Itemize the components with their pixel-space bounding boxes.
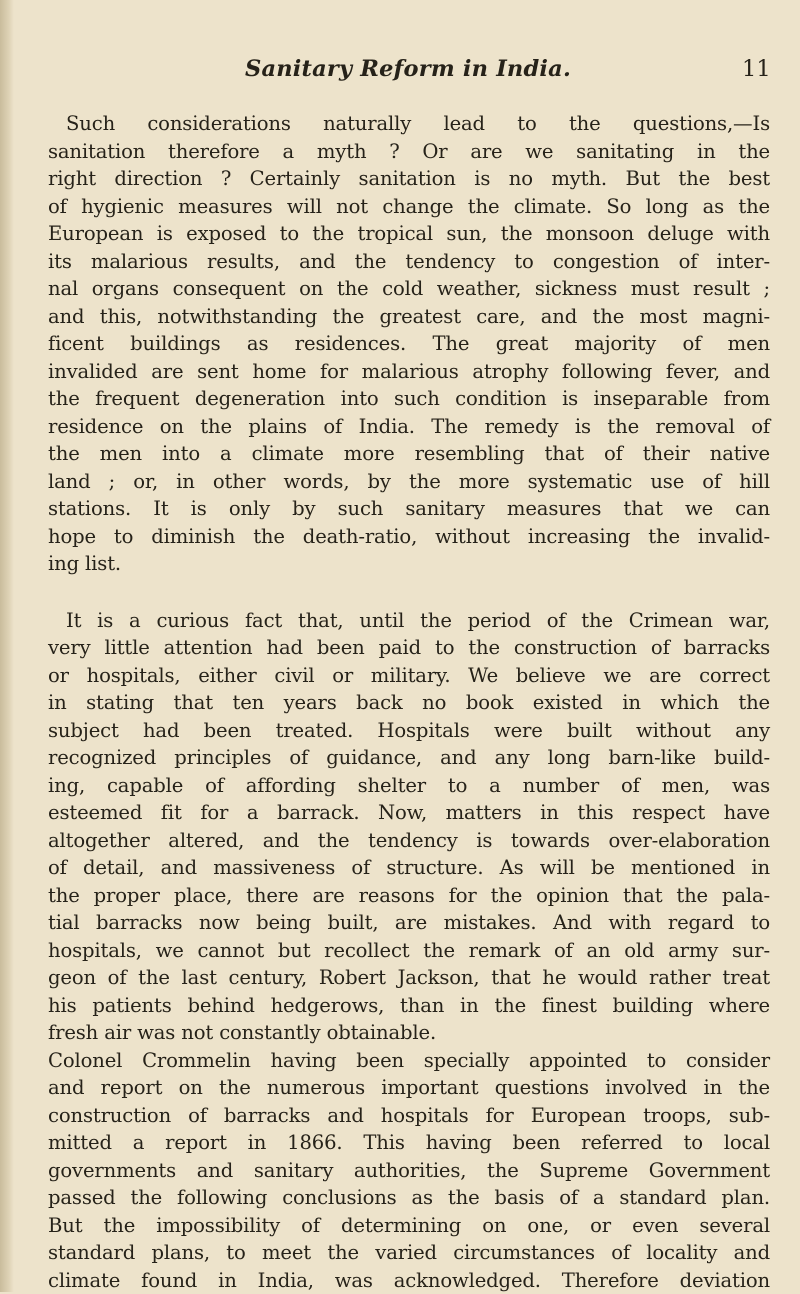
text-line: mitted a report in 1866. This having been referred to local bbox=[48, 1129, 770, 1157]
text-line: hospitals, we cannot but recollect the remark of an old army sur- bbox=[48, 937, 770, 965]
text-line: its malarious results, and the tendency to congestion of inter- bbox=[48, 248, 770, 276]
text-line: hope to diminish the death-ratio, without increasing the invalid- bbox=[48, 523, 770, 551]
text-line: esteemed fit for a barrack. Now, matters in this respect have bbox=[48, 799, 770, 827]
text-line: and report on the numerous important questions involved in the bbox=[48, 1074, 770, 1102]
text-line: nal organs consequent on the cold weather, sickness must result ; bbox=[48, 275, 770, 303]
text-line: passed the following conclusions as the basis of a standard plan. bbox=[48, 1184, 770, 1212]
text-line: land ; or, in other words, by the more systematic use of hill bbox=[48, 468, 770, 496]
page-edge-shadow bbox=[0, 0, 14, 1292]
paragraph-gap bbox=[48, 578, 770, 607]
paragraph-container bbox=[48, 110, 770, 1294]
text-line: the frequent degeneration into such condition is inseparable from bbox=[48, 385, 770, 413]
running-title: Sanitary Reform in India. bbox=[245, 56, 565, 82]
text-line: fresh air was not constantly obtainable. bbox=[48, 1019, 770, 1047]
text-line: It is a curious fact that, until the period of the Crimean war, bbox=[48, 607, 770, 635]
text-line: tial barracks now being built, are mistakes. And with regard to bbox=[48, 909, 770, 937]
text-line: climate found in India, was acknowledged. Therefore deviation bbox=[48, 1267, 770, 1294]
text-line: stations. It is only by such sanitary measures that we can bbox=[48, 495, 770, 523]
text-line: But the impossibility of determining on one, or even several bbox=[48, 1212, 770, 1240]
text-line: European is exposed to the tropical sun, the monsoon deluge with bbox=[48, 220, 770, 248]
text-line: the men into a climate more resembling that of their native bbox=[48, 440, 770, 468]
paragraph bbox=[48, 607, 770, 1047]
text-line: of hygienic measures will not change the climate. So long as the bbox=[48, 193, 770, 221]
text-line: geon of the last century, Robert Jackson, that he would rather treat bbox=[48, 964, 770, 992]
paragraph bbox=[48, 110, 770, 578]
text-line: Colonel Crommelin having been specially appointed to consider bbox=[48, 1047, 770, 1075]
text-line: in stating that ten years back no book existed in which the bbox=[48, 689, 770, 717]
text-line: or hospitals, either civil or military. We believe we are correct bbox=[48, 662, 770, 690]
text-line: right direction ? Certainly sanitation is no myth. But the best bbox=[48, 165, 770, 193]
text-line: standard plans, to meet the varied circumstances of locality and bbox=[48, 1239, 770, 1267]
text-line: ing list. bbox=[48, 550, 770, 578]
text-line: of detail, and massiveness of structure. As will be mentioned in bbox=[48, 854, 770, 882]
paragraph bbox=[48, 1047, 770, 1294]
text-line: construction of barracks and hospitals for European troops, sub- bbox=[48, 1102, 770, 1130]
text-line: residence on the plains of India. The remedy is the removal of bbox=[48, 413, 770, 441]
page-header bbox=[0, 56, 800, 92]
text-line: very little attention had been paid to the construction of barracks bbox=[48, 634, 770, 662]
text-line: ing, capable of affording shelter to a number of men, was bbox=[48, 772, 770, 800]
text-line: altogether altered, and the tendency is towards over-elaboration bbox=[48, 827, 770, 855]
text-line: ficent buildings as residences. The great majority of men bbox=[48, 330, 770, 358]
text-line: invalided are sent home for malarious atrophy following fever, and bbox=[48, 358, 770, 386]
body-text bbox=[48, 110, 770, 1294]
text-line: Such considerations naturally lead to the questions,—Is bbox=[48, 110, 770, 138]
text-line: his patients behind hedgerows, than in the finest building where bbox=[48, 992, 770, 1020]
text-line: governments and sanitary authorities, the Supreme Government bbox=[48, 1157, 770, 1185]
page-number: 11 bbox=[742, 56, 771, 82]
text-line: subject had been treated. Hospitals were built without any bbox=[48, 717, 770, 745]
text-line: sanitation therefore a myth ? Or are we sanitating in the bbox=[48, 138, 770, 166]
text-line: and this, notwithstanding the greatest care, and the most magni- bbox=[48, 303, 770, 331]
text-line: the proper place, there are reasons for the opinion that the pala- bbox=[48, 882, 770, 910]
text-line: recognized principles of guidance, and any long barn-like build- bbox=[48, 744, 770, 772]
